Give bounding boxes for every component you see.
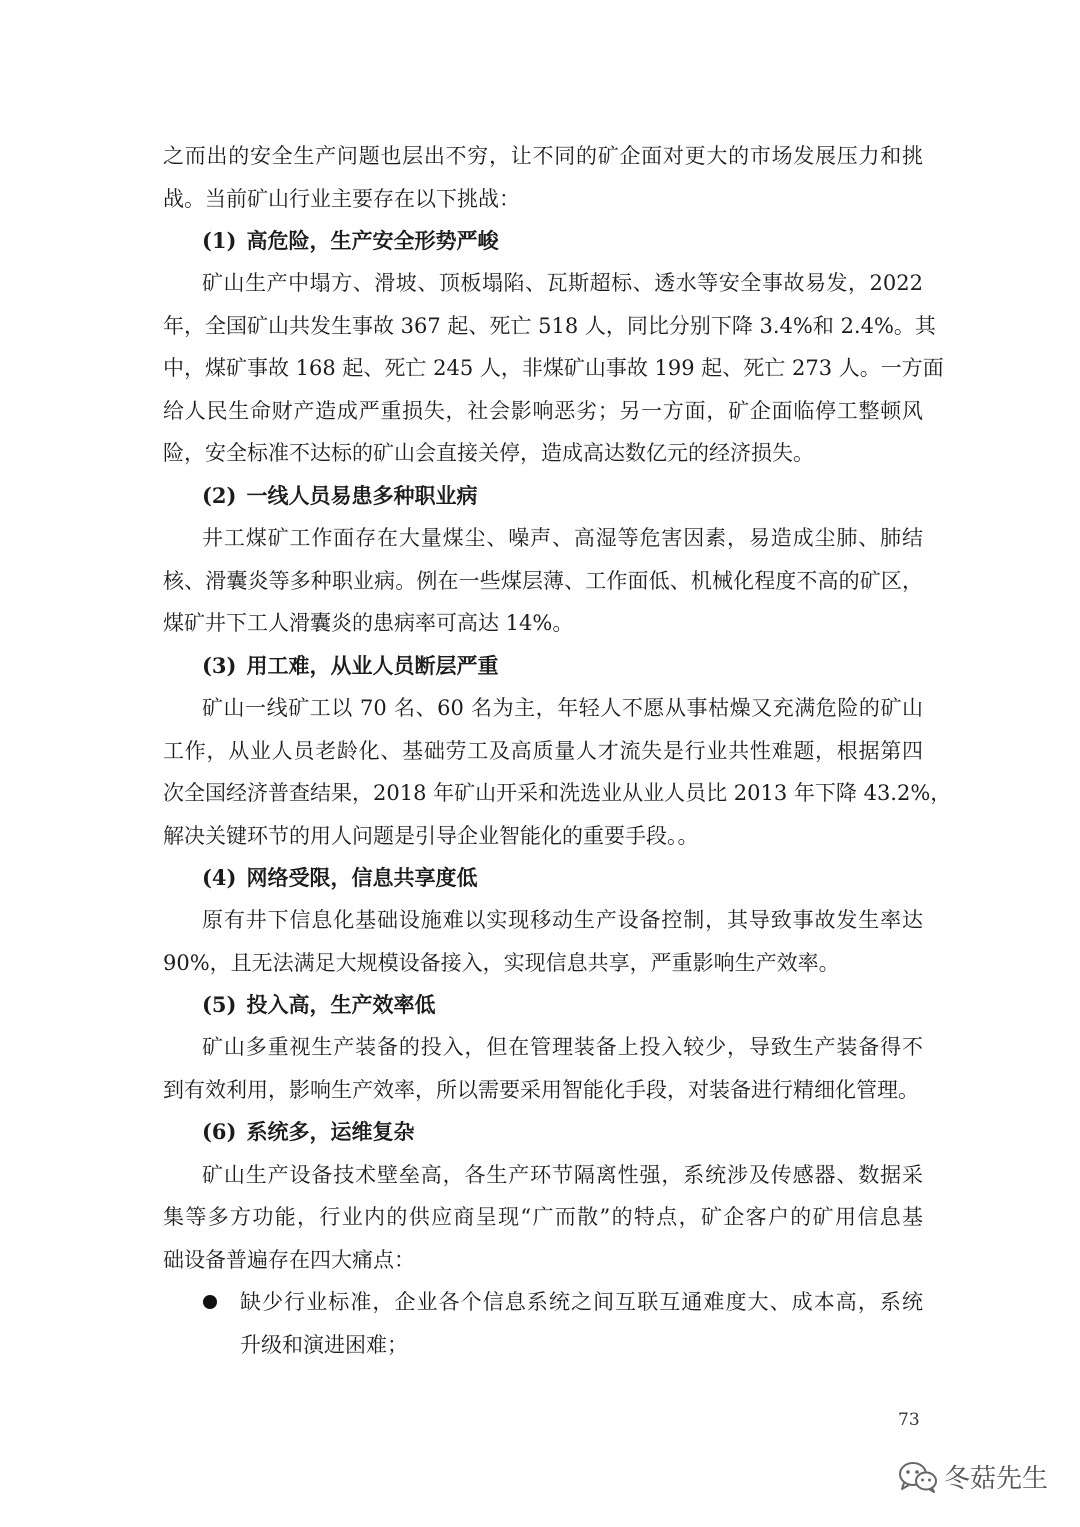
section-title: 网络受限，信息共享度低 <box>246 865 478 890</box>
paragraph-line: 险，安全标准不达标的矿山会直接关停，造成高达数亿元的经济损失。 <box>163 441 814 465</box>
wechat-icon <box>898 1460 938 1494</box>
section-heading-5 <box>202 990 435 1020</box>
paragraph-line: 井工煤矿工作面存在大量煤尘、噪声、高湿等危害因素，易造成尘肺、肺结 <box>202 526 923 550</box>
section-number: (3) <box>202 653 237 678</box>
paragraph-line: 90%，且无法满足大规模设备接入，实现信息共享，严重影响生产效率。 <box>163 951 840 975</box>
section-heading-2 <box>202 481 477 511</box>
paragraph-line: 础设备普遍存在四大痛点： <box>163 1248 415 1272</box>
page-number: 73 <box>898 1410 920 1430</box>
section-number: (4) <box>202 865 237 890</box>
section-heading-3 <box>202 651 498 681</box>
section-number: (1) <box>202 228 237 253</box>
bullet-icon <box>203 1295 217 1309</box>
section-heading-6 <box>202 1117 414 1147</box>
section-title: 系统多，运维复杂 <box>246 1119 415 1144</box>
section-title: 投入高，生产效率低 <box>246 992 436 1017</box>
watermark <box>898 1458 1048 1495</box>
paragraph-line: 矿山生产设备技术壁垒高，各生产环节隔离性强，系统涉及传感器、数据采 <box>202 1163 923 1187</box>
paragraph-line: 之而出的安全生产问题也层出不穷，让不同的矿企面对更大的市场发展压力和挑 <box>163 144 923 168</box>
section-number: (2) <box>202 483 237 508</box>
paragraph-line: 到有效利用，影响生产效率，所以需要采用智能化手段，对装备进行精细化管理。 <box>163 1078 919 1102</box>
paragraph-line: 工作，从业人员老龄化、基础劳工及高质量人才流失是行业共性难题，根据第四 <box>163 739 923 763</box>
paragraph-line: 煤矿井下工人滑囊炎的患病率可高达 14%。 <box>163 611 574 635</box>
paragraph-line: 给人民生命财产造成严重损失，社会影响恶劣；另一方面，矿企面临停工整顿风 <box>163 399 923 423</box>
section-title: 一线人员易患多种职业病 <box>246 483 478 508</box>
bullet-line: 升级和演进困难； <box>240 1333 408 1357</box>
paragraph-line: 年，全国矿山共发生事故 367 起、死亡 518 人，同比分别下降 3.4%和 2.4%。其 <box>163 314 936 338</box>
section-heading-4 <box>202 863 477 893</box>
section-number: (5) <box>202 992 237 1017</box>
paragraph-line: 次全国经济普查结果，2018 年矿山开采和洗选业从业人员比 2013 年下降 43.2%， <box>163 781 952 805</box>
paragraph-line: 战。当前矿山行业主要存在以下挑战： <box>163 187 520 211</box>
paragraph-line: 矿山生产中塌方、滑坡、顶板塌陷、瓦斯超标、透水等安全事故易发，2022 <box>202 271 923 295</box>
section-title: 用工难，从业人员断层严重 <box>246 653 499 678</box>
paragraph-line: 集等多方功能，行业内的供应商呈现“广而散”的特点，矿企客户的矿用信息基 <box>163 1205 923 1229</box>
paragraph-line: 解决关键环节的用人问题是引导企业智能化的重要手段。。 <box>163 824 699 848</box>
section-title: 高危险，生产安全形势严峻 <box>246 228 499 253</box>
bullet-line: 缺少行业标准，企业各个信息系统之间互联互通难度大、成本高，系统 <box>240 1290 923 1314</box>
section-heading-1 <box>202 226 498 256</box>
paragraph-line: 矿山一线矿工以 70 名、60 名为主，年轻人不愿从事枯燥又充满危险的矿山 <box>202 696 923 720</box>
watermark-text: 冬菇先生 <box>944 1464 1049 1494</box>
paragraph-line: 矿山多重视生产装备的投入，但在管理装备上投入较少，导致生产装备得不 <box>202 1035 923 1059</box>
paragraph-line: 原有井下信息化基础设施难以实现移动生产设备控制，其导致事故发生率达 <box>202 908 923 932</box>
section-number: (6) <box>202 1119 237 1144</box>
paragraph-line: 中，煤矿事故 168 起、死亡 245 人，非煤矿山事故 199 起、死亡 273 人。一方面 <box>163 356 944 380</box>
paragraph-line: 核、滑囊炎等多种职业病。例在一些煤层薄、工作面低、机械化程度不高的矿区， <box>163 569 923 593</box>
